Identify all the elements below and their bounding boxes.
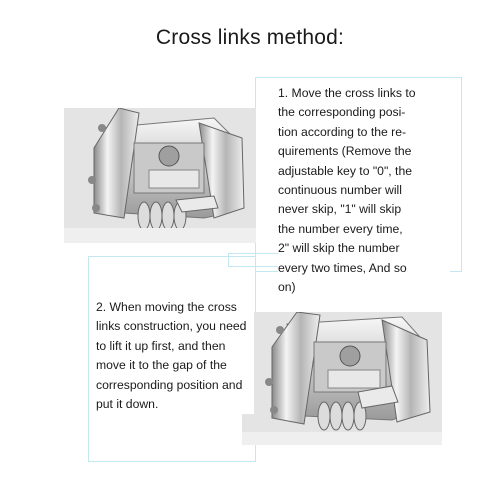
numbering-stamp-photo-1 [64,108,256,243]
step-1-line: the number every time, [278,221,403,236]
step-1-line: the corresponding posi- [278,105,406,120]
step-2-line: move it to the gap of the [96,358,227,373]
step-2-line: 2. When moving the cross [96,300,237,314]
step-1-line: continuous number will [278,183,402,198]
numbering-stamp-photo-2 [242,312,442,445]
step-1-line: tion according to the re- [278,124,407,139]
step-1-line: 2" will skip the number [278,241,400,256]
step-1-line: on) [278,280,296,295]
step-1-line: adjustable key to "0", the [278,163,412,178]
step-2-line: put it down. [96,397,159,412]
step-1-line: 1. Move the cross links to [278,86,416,100]
step-1-line: every two times, And so [278,260,407,275]
step-2-line: links construction, you need [96,319,247,334]
step-2-instructions [96,298,254,414]
step-2-line: to lift it up first, and then [96,338,226,353]
step-1-line: never skip, "1" will skip [278,202,402,217]
page-title: Cross links method: [155,26,345,49]
step-1-instructions [278,84,450,297]
step-2-line: corresponding position and [96,377,243,392]
step-1-line: quirements (Remove the [278,144,412,159]
